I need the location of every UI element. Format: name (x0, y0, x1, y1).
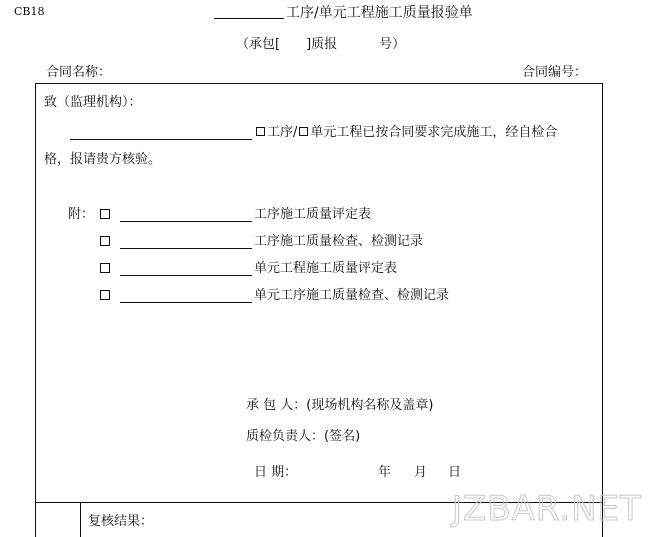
form-code: CB18 (14, 5, 45, 18)
sub-end-text: 号） (379, 37, 406, 52)
sub-mid-text: ]质报 (306, 37, 338, 52)
attachment-item-2: 工序施工质量检查、检测记录 (254, 234, 424, 249)
attachment-item-1: 工序施工质量评定表 (254, 207, 372, 222)
contract-number-label: 合同编号： (522, 65, 588, 80)
contract-name-label: 合同名称： (46, 65, 112, 80)
statement-line-1 (254, 126, 557, 139)
review-result-label: 复核结果： (88, 514, 154, 529)
report-number-line (236, 38, 405, 51)
date-label: 日 期： (254, 465, 298, 480)
date-year: 年 (378, 465, 392, 480)
attachment-blank-2 (120, 248, 252, 249)
attachment-blank-4 (120, 302, 252, 303)
attachment-checkbox-2[interactable] (100, 236, 110, 246)
attachment-checkbox-3[interactable] (100, 263, 110, 273)
title-text: 工序/单元工程施工质量报验单 (286, 5, 473, 21)
contractor-signature-line: 承 包 人：(现场机构名称及盖章) (246, 398, 434, 413)
statement-process-text: 工序/ (267, 125, 298, 140)
attachment-label: 附： (68, 207, 95, 222)
date-month: 月 (414, 465, 428, 480)
attachment-item-3: 单元工程施工质量评定表 (254, 261, 398, 276)
sub-open-text: （承包[ (236, 37, 281, 52)
attachment-checkbox-4[interactable] (100, 290, 110, 300)
attachment-checkbox-1[interactable] (100, 209, 110, 219)
addressee-line: 致（监理机构）： (44, 95, 142, 110)
form-title (214, 4, 473, 20)
date-day: 日 (448, 465, 462, 480)
site-watermark: JZBAR.NET (452, 489, 642, 529)
process-checkbox[interactable] (256, 127, 265, 136)
attachment-blank-1 (120, 221, 252, 222)
attachment-item-4: 单元工序施工质量检查、检测记录 (254, 288, 450, 303)
review-separator (80, 502, 81, 537)
statement-unit-text: 单元工程已按合同要求完成施工，经自检合 (310, 125, 558, 140)
unit-checkbox[interactable] (299, 127, 308, 136)
statement-blank-line (70, 139, 252, 140)
inspector-signature-line: 质检负责人：(签名) (246, 429, 361, 444)
statement-line-2: 格，报请贵方核验。 (44, 152, 162, 167)
attachment-blank-3 (120, 275, 252, 276)
title-blank-line (214, 4, 284, 19)
